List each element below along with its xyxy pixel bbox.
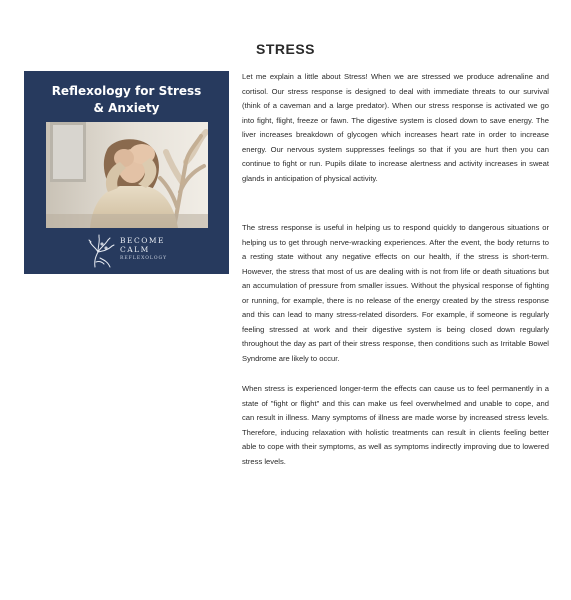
brand-name-line1: BECOME xyxy=(120,236,166,245)
paragraph-intro: Let me explain a little about Stress! When we are stressed we produce adrenaline and cortisol. Our stress response is designed to deal with immediate threats to our survival (think of a caveman and a large predator). When our stress response is activated we go into fight, flight, freeze or fawn. The digestive system is closed down to save energy. The liver increases breakdown of glycogen which increases heart rate in order to increase energy. Our nervous system suppresses feelings so that if you are hurt then you can continue to fight or run. Pupils dilate to increase alertness and activity increases in sweat glands in anticipation of physical activity. xyxy=(242,72,549,183)
paragraph-stress-response: The stress response is useful in helping us to respond quickly to dangerous situations or helping us to get through nerve-wracking experiences. After the event, the body returns to a resting state without any negative effects on our health, if the stress is short-term. However, the stress that most of us are dealing with is not from life or death situations but an accumulation of pressure from smaller issues. Without the physical response of fighting or running, for example, there is no release of the energy created by the stress response and this can lead to many stress-related disorders. For example, if someone is regularly feeling stressed at work and their digestive system is being closed down regularly throughout the day as part of their stress response, then conditions such as Irritable Bowel Syndrome are likely to occur. xyxy=(242,223,549,363)
promo-heading xyxy=(24,83,229,117)
promo-heading-line2: & Anxiety xyxy=(93,101,160,115)
brand-logo xyxy=(86,234,176,268)
promo-heading-line1: Reflexology for Stress xyxy=(51,84,202,98)
article-body xyxy=(242,70,549,469)
page-title: STRESS xyxy=(255,41,315,57)
promo-photo xyxy=(46,122,208,228)
brand-tagline: REFLEXOLOGY xyxy=(120,256,168,261)
stressed-woman-image xyxy=(46,122,208,228)
paragraph-long-term-stress: When stress is experienced longer-term the effects can cause us to feel permanently in a state of "fight or flight" and this can make us feel overwhelmed and unable to cope, and can result in illness. Many symptoms of illness are made worse by increased stress levels. Therefore, inducing relaxation with holistic treatments can result in clients feeling better able to cope with their symptoms, as well as symptoms indirectly improving due to lowered stress levels. xyxy=(242,384,549,466)
brand-name-line2: CALM xyxy=(120,245,150,254)
hand-tree-logo-icon xyxy=(86,234,116,268)
promo-card xyxy=(24,71,229,274)
